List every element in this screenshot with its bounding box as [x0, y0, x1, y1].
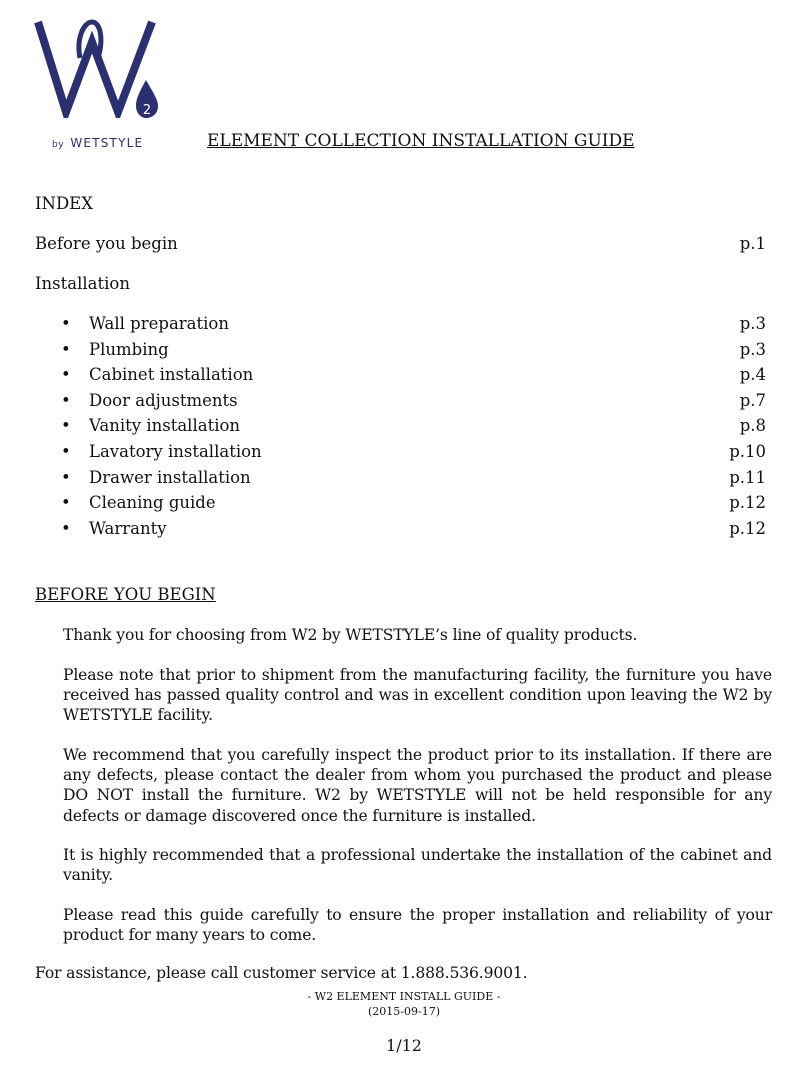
before-you-begin-heading: BEFORE YOU BEGIN: [35, 585, 216, 604]
toc-label: Lavatory installation: [89, 441, 262, 461]
toc-page: p.10: [729, 441, 766, 461]
quality-paragraph: Please note that prior to shipment from the manufacturing facility, the furniture you have received has passed quality control and was in excellent condition upon leaving the W2 by WETSTYLE facility.: [63, 666, 772, 725]
toc-page: p.12: [729, 518, 766, 538]
toc-page: p.3: [739, 314, 766, 333]
logo-subscript: 2: [142, 103, 152, 118]
footer-date: (2015-09-17): [367, 1005, 440, 1018]
toc-item-lavatory-installation[interactable]: [0, 442, 808, 468]
footer-guide-name: - W2 ELEMENT INSTALL GUIDE -: [307, 990, 501, 1003]
toc-label: Cabinet installation: [89, 365, 254, 385]
professional-paragraph: It is highly recommended that a professional undertake the installation of the cabinet and vanity.: [63, 846, 772, 885]
toc-label: Drawer installation: [89, 467, 251, 487]
toc-label: Plumbing: [89, 339, 169, 359]
toc-item-wall-preparation[interactable]: [0, 314, 808, 340]
bullet-icon: •: [61, 441, 71, 461]
logo-brand: WETSTYLE: [70, 136, 144, 150]
toc-label: Door adjustments: [89, 390, 238, 410]
toc-page: p.12: [729, 493, 766, 513]
toc-item-vanity-installation[interactable]: [0, 416, 808, 442]
toc-item-plumbing[interactable]: [0, 340, 808, 366]
bullet-icon: •: [61, 493, 71, 513]
bullet-icon: •: [61, 314, 71, 333]
toc-label: Cleaning guide: [89, 493, 216, 513]
toc-item-cleaning-guide[interactable]: [0, 493, 808, 519]
toc-installation-heading: Installation: [35, 274, 130, 293]
toc-label: Warranty: [89, 518, 167, 538]
toc-item-cabinet-installation[interactable]: [0, 365, 808, 391]
toc-before-you-begin[interactable]: [35, 234, 766, 253]
index-heading: INDEX: [35, 194, 93, 213]
bullet-icon: •: [61, 365, 71, 385]
inspection-paragraph: We recommend that you carefully inspect the product prior to its installation. If there are any defects, please contact the dealer from whom you purchased the product and please DO NOT install the furniture. W2 by WETSTYLE will not be held responsible for any defects or damage discovered once the furniture is installed.: [63, 746, 772, 825]
bullet-icon: •: [61, 467, 71, 487]
logo-by: by: [52, 140, 65, 150]
toc-page: p.8: [739, 416, 766, 436]
toc-page: p.7: [739, 390, 766, 410]
w2-logo: [34, 18, 164, 150]
w2-logo-icon: [34, 18, 164, 118]
bullet-icon: •: [61, 518, 71, 538]
intro-paragraph: Thank you for choosing from W2 by WETSTYLE’s line of quality products.: [63, 626, 638, 644]
toc-item-warranty[interactable]: [0, 519, 808, 545]
toc-page: p.11: [729, 467, 766, 487]
toc-installation-list: [0, 314, 808, 544]
bullet-icon: •: [61, 390, 71, 410]
assistance-line: For assistance, please call customer service at 1.888.536.9001.: [35, 964, 528, 982]
bullet-icon: •: [61, 339, 71, 359]
toc-page: p.4: [739, 365, 766, 385]
bullet-icon: •: [61, 416, 71, 436]
toc-label: Wall preparation: [89, 314, 229, 333]
toc-page: p.1: [739, 234, 766, 253]
toc-item-drawer-installation[interactable]: [0, 468, 808, 494]
toc-item-door-adjustments[interactable]: [0, 391, 808, 417]
toc-label: Before you begin: [35, 234, 178, 253]
read-guide-paragraph: Please read this guide carefully to ensure the proper installation and reliability of your product for many years to come.: [63, 906, 772, 945]
logo-caption: [52, 132, 162, 151]
toc-page: p.3: [739, 339, 766, 359]
document-title: ELEMENT COLLECTION INSTALLATION GUIDE: [207, 131, 635, 151]
toc-label: Vanity installation: [89, 416, 241, 436]
page-number: 1/12: [386, 1036, 422, 1055]
